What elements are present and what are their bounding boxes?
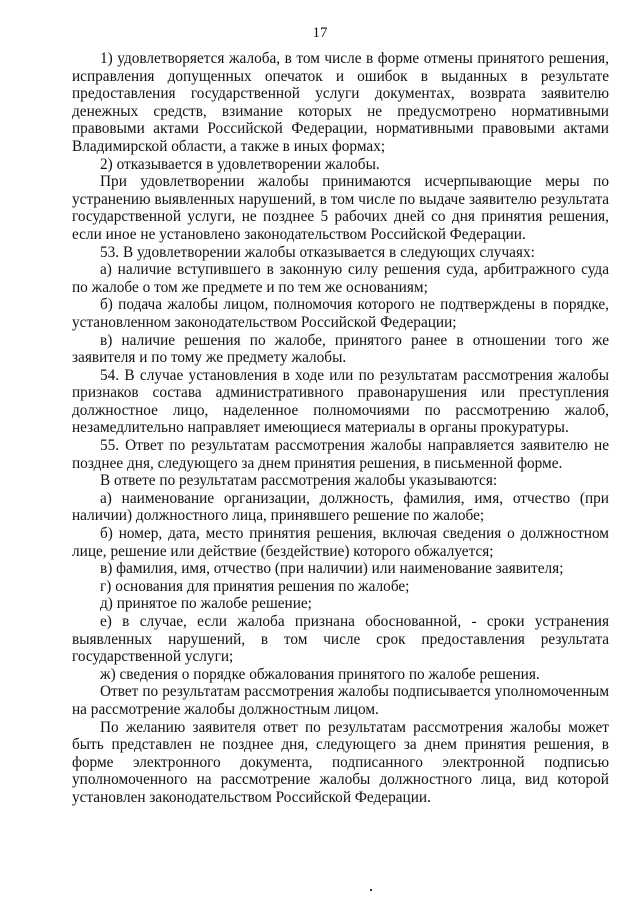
paragraph-53-v: в) наличие решения по жалобе, принятого ранее в отношении того же заявителя и по тому же предмету жалобы.: [72, 331, 609, 367]
scan-speck: [370, 889, 372, 891]
paragraph-satisfaction-measures: При удовлетворении жалобы принимаются исчерпывающие меры по устранению выявленных нарушений, в том числе по выдаче заявителю результата государственной услуги, не позднее 5 рабочих дней со дня принятия решения, если иное не установлено законодательством Российской Федерации.: [72, 173, 609, 243]
page-number: 17: [312, 25, 328, 41]
document-body: [72, 50, 609, 807]
paragraph-2-refused: 2) отказывается в удовлетворении жалобы.: [100, 155, 380, 173]
paragraph-answer-contents: В ответе по результатам рассмотрения жалобы указываются:: [100, 472, 498, 490]
paragraph-answer-e: е) в случае, если жалоба признана обоснованной, - сроки устранения выявленных нарушений, в том числе срок предоставления результата государственной услуги;: [72, 613, 609, 666]
paragraph-53-b: б) подача жалобы лицом, полномочия которого не подтверждены в порядке, установленном законодательством Российской Федерации;: [72, 296, 609, 331]
paragraph-answer-d: д) принятое по жалобе решение;: [100, 595, 312, 613]
paragraph-answer-v: в) фамилия, имя, отчество (при наличии) или наименование заявителя;: [100, 560, 564, 578]
paragraph-answer-signature: Ответ по результатам рассмотрения жалобы подписывается уполномоченным на рассмотрение жалобы должностным лицом.: [72, 683, 609, 718]
paragraph-1-satisfied: 1) удовлетворяется жалоба, в том числе в форме отмены принятого решения, исправления допущенных опечаток и ошибок в выданных в результате предоставления государственной услуги документах, возврата заявителю денежных средств, взимание которых не предусмотрено нормативными правовыми актами Российской Федерации, нормативными правовыми актами Владимирской области, а также в иных формах;: [72, 50, 609, 155]
paragraph-electronic-answer: По желанию заявителя ответ по результатам рассмотрения жалобы может быть представлен не позднее дня, следующего за днем принятия решения, в форме электронного документа, подписанного электронной подписью уполномоченного на рассмотрение жалобы должностного лица, вид которой установлен законодательством Российской Федерации.: [72, 718, 609, 806]
paragraph-55: 55. Ответ по результатам рассмотрения жалобы направляется заявителю не позднее дня, следующего за днем принятия решения, в письменной форме.: [72, 437, 609, 472]
paragraph-answer-b: б) номер, дата, место принятия решения, включая сведения о должностном лице, решение или действие (бездействие) которого обжалуется;: [72, 525, 609, 560]
paragraph-54: 54. В случае установления в ходе или по результатам рассмотрения жалобы признаков состава административного правонарушения или преступления должностное лицо, наделенное полномочиями по рассмотрению жалоб, незамедлительно направляет имеющиеся материалы в органы прокуратуры.: [72, 366, 609, 437]
paragraph-53-a: а) наличие вступившего в законную силу решения суда, арбитражного суда по жалобе о том же предмете и по тем же основаниям;: [72, 261, 609, 296]
paragraph-answer-g: г) основания для принятия решения по жалобе;: [100, 577, 410, 595]
paragraph-answer-a: а) наименование организации, должность, фамилия, имя, отчество (при наличии) должностного лица, принявшего решение по жалобе;: [72, 489, 609, 525]
paragraph-53-heading: 53. В удовлетворении жалобы отказывается в следующих случаях:: [100, 243, 535, 261]
paragraph-answer-zh: ж) сведения о порядке обжалования принятого по жалобе решения.: [100, 665, 540, 683]
